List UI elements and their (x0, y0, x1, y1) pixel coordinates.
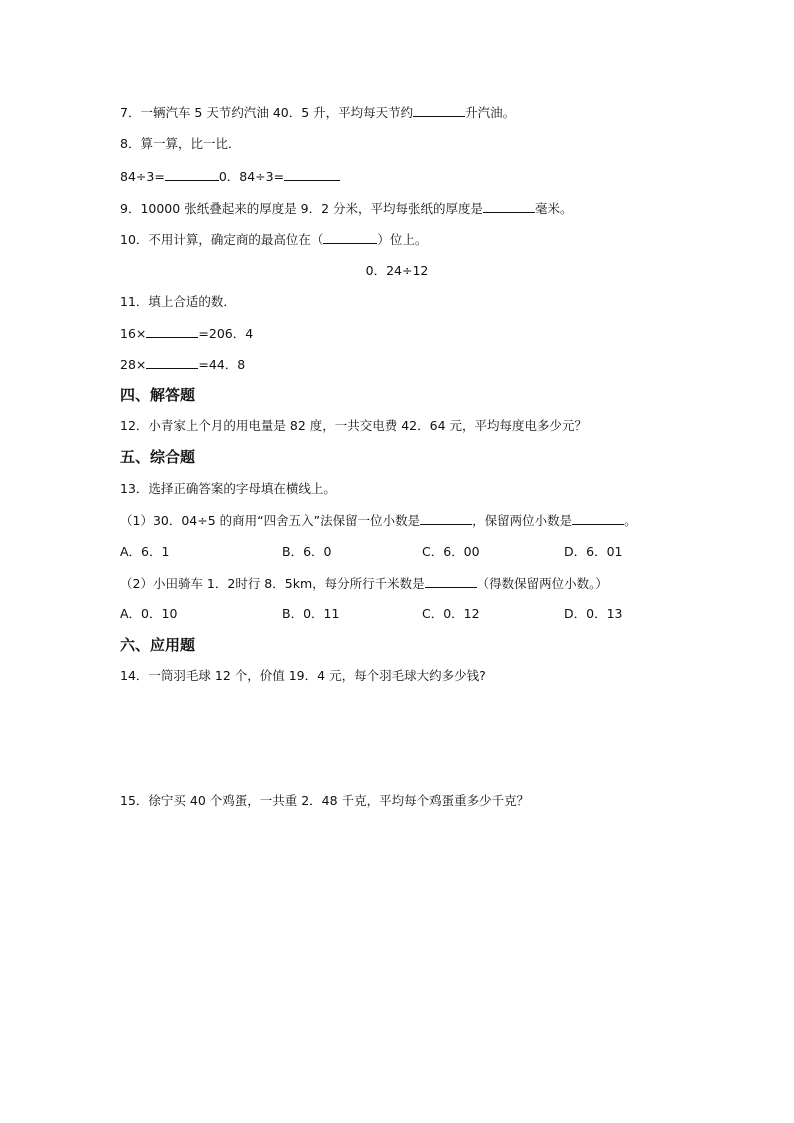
question-7 (120, 104, 515, 121)
question-10-suffix: ）位上。 (377, 232, 428, 247)
question-15: 15．徐宁买 40 个鸡蛋，一共重 2．48 千克，平均每个鸡蛋重多少千克？ (120, 793, 530, 808)
option-d[interactable]: D．6．01 (564, 544, 623, 559)
question-12: 12．小青家上个月的用电量是 82 度，一共交电费 42．64 元，平均每度电多少元？ (120, 418, 588, 433)
option-c[interactable]: C．0．12 (422, 606, 480, 621)
answer-blank[interactable] (572, 512, 624, 525)
question-8-a: 84÷3= (120, 169, 165, 184)
section-heading-6: 六、应用题 (120, 636, 196, 654)
question-11-title: 11．填上合适的数． (120, 294, 236, 309)
question-14: 14．一筒羽毛球 12 个，价值 19．4 元，每个羽毛球大约多少钱? (120, 668, 486, 683)
option-b[interactable]: B．6．0 (282, 544, 332, 559)
option-a[interactable]: A．6．1 (120, 544, 170, 559)
option-c[interactable]: C．6．00 (422, 544, 480, 559)
question-8-items (120, 168, 340, 185)
answer-blank[interactable] (284, 168, 340, 181)
question-13-part-1 (120, 512, 637, 529)
question-13-part-2 (120, 575, 608, 592)
answer-blank[interactable] (146, 356, 198, 369)
answer-blank[interactable] (323, 231, 377, 244)
question-11-b-suffix: =44．8 (198, 357, 246, 372)
question-7-text: 7．一辆汽车 5 天节约汽油 40．5 升，平均每天节约 (120, 105, 414, 120)
question-9 (120, 200, 573, 217)
question-8-title: 8．算一算，比一比． (120, 136, 241, 151)
answer-blank[interactable] (165, 168, 219, 181)
question-8-b: 0．84÷3= (218, 169, 285, 184)
option-b[interactable]: B．0．11 (282, 606, 340, 621)
question-11-a-suffix: =206．4 (198, 326, 254, 341)
question-10 (120, 231, 427, 248)
question-11-a-prefix: 16× (120, 326, 147, 341)
question-10-text: 10．不用计算，确定商的最高位在（ (120, 232, 324, 247)
question-10-expression: 0．24÷12 (365, 263, 429, 278)
option-a[interactable]: A．0．10 (120, 606, 178, 621)
answer-blank[interactable] (483, 200, 535, 213)
question-11-a (120, 325, 253, 342)
section-heading-5: 五、综合题 (120, 448, 196, 466)
section-heading-4: 四、解答题 (120, 386, 196, 404)
question-7-suffix: 升汽油。 (465, 105, 516, 120)
question-13-title: 13．选择正确答案的字母填在横线上。 (120, 481, 336, 496)
question-13-part-1-middle: ，保留两位小数是 (472, 513, 573, 528)
question-13-part-2-text: （2）小田骑车 1．2时行 8．5km，每分所行千米数是 (120, 576, 425, 591)
answer-blank[interactable] (425, 575, 477, 588)
question-11-b-prefix: 28× (120, 357, 147, 372)
answer-blank[interactable] (413, 104, 465, 117)
question-11-b (120, 356, 245, 373)
question-13-part-1-text: （1）30．04÷5 的商用“四舍五入”法保留一位小数是 (120, 513, 421, 528)
question-13-part-2-end: （得数保留两位小数。） (476, 576, 608, 591)
question-9-text: 9．10000 张纸叠起来的厚度是 9．2 分米，平均每张纸的厚度是 (120, 201, 484, 216)
question-13-part-1-end: 。 (624, 513, 637, 528)
answer-blank[interactable] (420, 512, 472, 525)
question-9-suffix: 毫米。 (535, 201, 573, 216)
answer-blank[interactable] (146, 325, 198, 338)
option-d[interactable]: D．0．13 (564, 606, 623, 621)
